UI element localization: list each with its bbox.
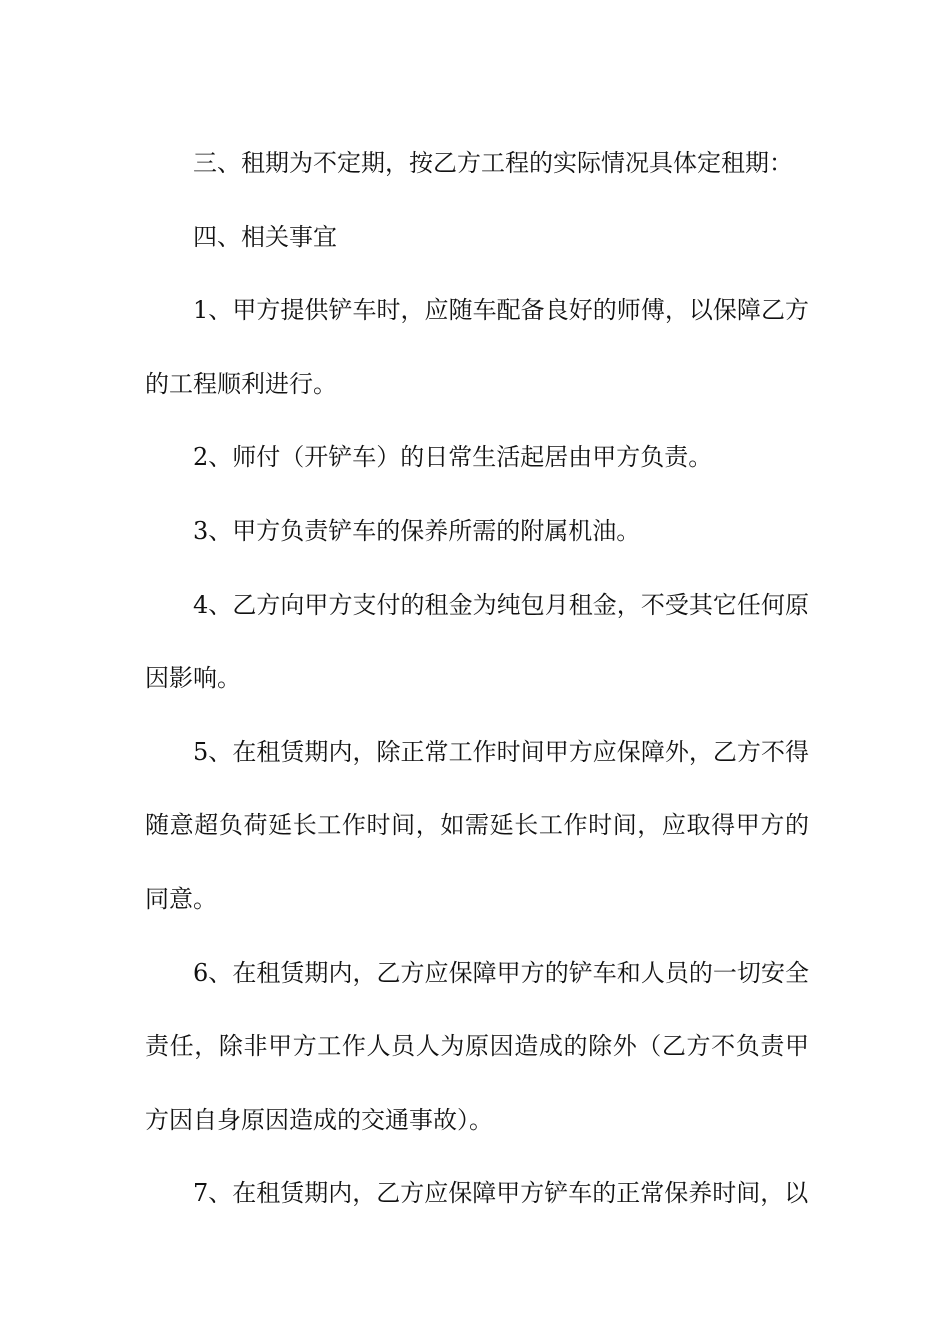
paragraph-item-1: 1、甲方提供铲车时，应随车配备良好的师傅，以保障乙方的工程顺利进行。 bbox=[145, 296, 809, 398]
paragraph-related-matters-heading: 四、相关事宜 bbox=[193, 222, 337, 251]
paragraph-item-4: 4、乙方向甲方支付的租金为纯包月租金，不受其它任何原因影响。 bbox=[145, 590, 809, 693]
paragraph-item-3: 3、甲方负责铲车的保养所需的附属机油。 bbox=[193, 516, 641, 545]
paragraph-item-2: 2、师付（开铲车）的日常生活起居由甲方负责。 bbox=[193, 443, 713, 472]
paragraph-item-6: 6、在租赁期内，乙方应保障甲方的铲车和人员的一切安全责任，除非甲方工作人员人为原因造成的除外（乙方不负责甲方因自身原因造成的交通事故）。 bbox=[145, 958, 809, 1134]
document-body bbox=[145, 127, 809, 1231]
paragraph-item-5: 5、在租赁期内，除正常工作时间甲方应保障外，乙方不得随意超负荷延长工作时间，如需延长工作时间，应取得甲方的同意。 bbox=[145, 737, 809, 913]
paragraph-lease-term: 三、租期为不定期，按乙方工程的实际情况具体定租期： bbox=[193, 149, 793, 177]
paragraph-item-7: 7、在租赁期内，乙方应保障甲方铲车的正常保养时间，以 bbox=[193, 1179, 809, 1208]
